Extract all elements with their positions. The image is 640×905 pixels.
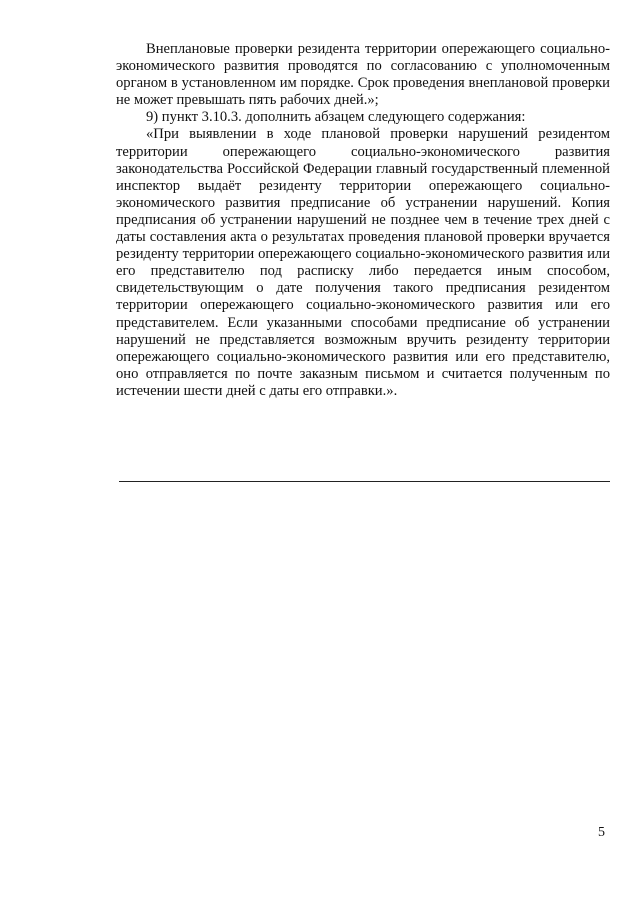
paragraph-item-9: 9) пункт 3.10.3. дополнить абзацем следующего содержания: [146,109,526,126]
footnote-separator-line [119,481,610,482]
paragraph-inspection-order: «При выявлении в ходе плановой проверки нарушений резидентом территории опережающего социально-экономического развития законодательства Российской Федерации главный государственный племенной инспектор выдаёт резиденту территории опережающего социально-экономического развития предписание об устранении нарушений. Копия предписания об устранении нарушений не позднее чем в течение трех дней с даты составления акта о результатах проведения плановой проверки вручается резиденту территории опережающего социально-экономического развития или его представителю под расписку либо передается иным способом, свидетельствующим о дате получения такого предписания резидентом территории опережающего социально-экономического развития или его представителем. Если указанными способами предписание об устранении нарушений не представляется возможным вручить резиденту территории опережающего социально-экономического развития или его представителю, оно отправляется по почте заказным письмом и считается полученным по истечении шести дней с даты его отправки.». [116,126,610,399]
page-number: 5 [598,825,605,840]
document-body [116,41,610,400]
paragraph-unscheduled-inspections: Внеплановые проверки резидента территории опережающего социально-экономического развития проводятся по согласованию с уполномоченным органом в установленном им порядке. Срок проведения внеплановой проверки не может превышать пять рабочих дней.»; [116,41,610,109]
